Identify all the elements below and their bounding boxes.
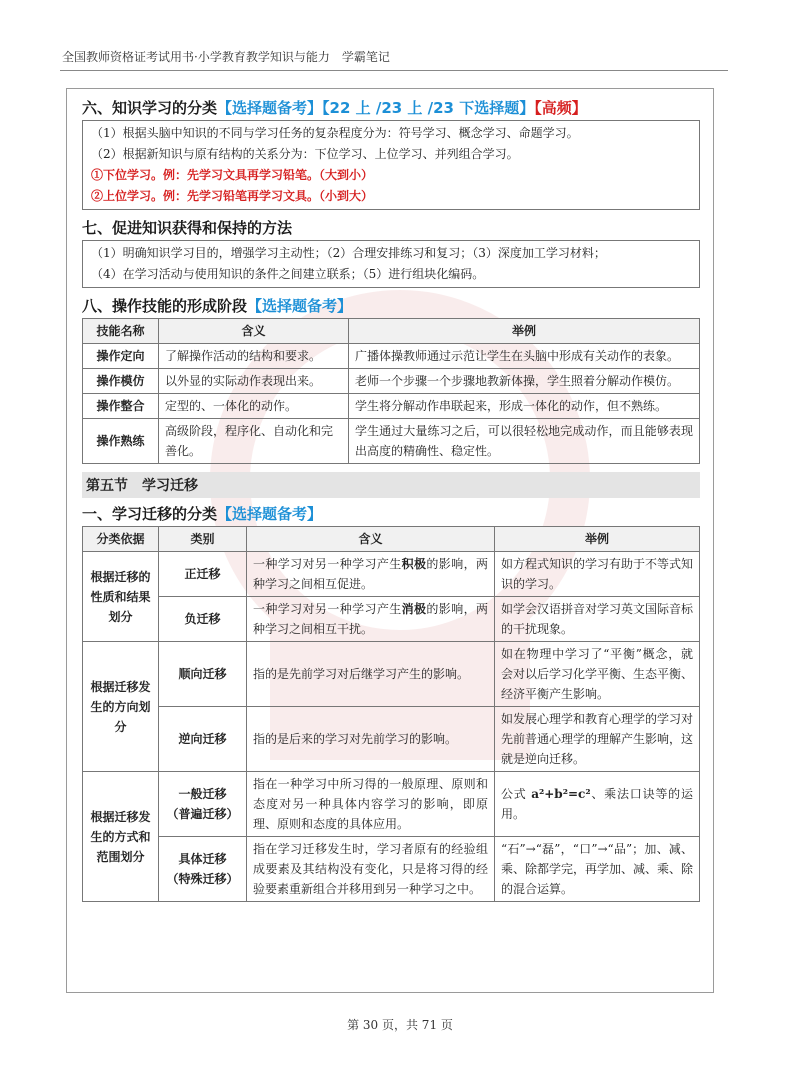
transfer-tag: 【选择题备考】 bbox=[217, 505, 323, 523]
type-label: 一般迁移 bbox=[178, 787, 227, 801]
skill-name: 操作整合 bbox=[83, 394, 159, 419]
skill-name: 操作熟练 bbox=[83, 419, 159, 464]
transfer-title: 一、学习迁移的分类 bbox=[82, 505, 218, 523]
type-label: 具体迁移 bbox=[178, 852, 227, 866]
section-6-line: （1）根据头脑中知识的不同与学习任务的复杂程度分为：符号学习、概念学习、命题学习。 bbox=[91, 126, 579, 140]
example-cell: 如学会汉语拼音对学习英文国际音标的干扰现象。 bbox=[495, 597, 700, 642]
section-8-title: 八、操作技能的形成阶段 bbox=[82, 297, 248, 315]
skill-meaning: 了解操作活动的结构和要求。 bbox=[159, 344, 349, 369]
page-content bbox=[82, 96, 700, 902]
table-row bbox=[83, 837, 700, 902]
table-row bbox=[83, 394, 700, 419]
skill-example: 学生将分解动作串联起来，形成一体化的动作，但不熟练。 bbox=[349, 394, 700, 419]
meaning-cell: 指在一种学习中所习得的一般原理、原则和态度对另一种具体内容学习的影响，即原理、原则和态度的具体应用。 bbox=[247, 772, 495, 837]
section-8-tag: 【选择题备考】 bbox=[247, 297, 353, 315]
table-row bbox=[83, 642, 700, 707]
meaning-emphasis: 消极 bbox=[401, 602, 427, 616]
example-text: 公式 bbox=[501, 787, 532, 801]
section-6-red-line: ②上位学习。例：先学习铅笔再学习文具。（小到大） bbox=[91, 189, 374, 203]
section-7-line: （4）在学习活动与使用知识的条件之间建立联系；（5）进行组块化编码。 bbox=[91, 267, 485, 281]
basis-cell: 根据迁移发生的方向划分 bbox=[83, 642, 159, 772]
section-6-tag-exam: 【选择题备考】 bbox=[217, 99, 323, 117]
column-header: 分类依据 bbox=[83, 527, 159, 552]
skill-meaning: 定型的、一体化的动作。 bbox=[159, 394, 349, 419]
transfer-heading bbox=[82, 502, 700, 526]
basis-cell: 根据迁移的性质和结果划分 bbox=[83, 552, 159, 642]
section-6-red-line: ①下位学习。例：先学习文具再学习铅笔。（大到小） bbox=[91, 168, 374, 182]
skill-example: 广播体操教师通过示范让学生在头脑中形成有关动作的表象。 bbox=[349, 344, 700, 369]
section-6-title: 六、知识学习的分类 bbox=[82, 99, 218, 117]
page-footer: 第 30 页，共 71 页 bbox=[347, 1018, 453, 1032]
meaning-cell: 指的是先前学习对后继学习产生的影响。 bbox=[247, 642, 495, 707]
skill-meaning: 以外显的实际动作表现出来。 bbox=[159, 369, 349, 394]
section-7-line: （1）明确知识学习目的，增强学习主动性；（2）合理安排练习和复习；（3）深度加工学习材料； bbox=[91, 246, 606, 260]
transfer-table bbox=[82, 526, 700, 902]
table-row bbox=[83, 369, 700, 394]
type-alias: （特殊迁移） bbox=[166, 872, 239, 886]
column-header: 含义 bbox=[159, 319, 349, 344]
example-cell bbox=[495, 772, 700, 837]
meaning-text: 的影响，两种学习之间相互干扰。 bbox=[253, 602, 488, 636]
table-row bbox=[83, 707, 700, 772]
skills-table-header bbox=[83, 319, 700, 344]
skills-table bbox=[82, 318, 700, 464]
table-row bbox=[83, 344, 700, 369]
example-cell: 如发展心理学和教育心理学的学习对先前普通心理学的理解产生影响，这就是逆向迁移。 bbox=[495, 707, 700, 772]
skill-example: 老师一个步骤一个步骤地教新体操，学生照着分解动作模仿。 bbox=[349, 369, 700, 394]
table-row bbox=[83, 419, 700, 464]
meaning-text: 一种学习对另一种学习产生 bbox=[253, 602, 402, 616]
chapter-section-title: 第五节 学习迁移 bbox=[82, 472, 700, 498]
column-header: 举例 bbox=[349, 319, 700, 344]
meaning-emphasis: 积极 bbox=[401, 557, 427, 571]
example-cell: “石”→“磊”，“口”→“品”；加、减、乘、除都学完，再学加、减、乘、除的混合运算。 bbox=[495, 837, 700, 902]
type-alias: （普遍迁移） bbox=[166, 807, 239, 821]
type-cell: 负迁移 bbox=[159, 597, 247, 642]
meaning-text: 一种学习对另一种学习产生 bbox=[253, 557, 402, 571]
type-cell: 正迁移 bbox=[159, 552, 247, 597]
section-6-heading bbox=[82, 96, 700, 120]
column-header: 技能名称 bbox=[83, 319, 159, 344]
type-cell bbox=[159, 837, 247, 902]
transfer-table-header bbox=[83, 527, 700, 552]
skill-meaning: 高级阶段，程序化、自动化和完善化。 bbox=[159, 419, 349, 464]
section-7-title: 七、促进知识获得和保持的方法 bbox=[82, 219, 293, 237]
table-row bbox=[83, 597, 700, 642]
example-cell: 如在物理中学习了“平衡”概念，就会对以后学习化学平衡、生态平衡、经济平衡产生影响。 bbox=[495, 642, 700, 707]
skill-name: 操作定向 bbox=[83, 344, 159, 369]
meaning-cell: 指的是后来的学习对先前学习的影响。 bbox=[247, 707, 495, 772]
formula: a²+b²=c² bbox=[531, 787, 591, 801]
meaning-cell bbox=[247, 597, 495, 642]
basis-cell: 根据迁移发生的方式和范围划分 bbox=[83, 772, 159, 902]
type-cell bbox=[159, 772, 247, 837]
column-header: 类别 bbox=[159, 527, 247, 552]
section-6-tag-years: 【22 上 /23 上 /23 下选择题】 bbox=[322, 99, 535, 117]
meaning-cell bbox=[247, 552, 495, 597]
example-text: 、乘法口诀等的运用。 bbox=[501, 787, 693, 821]
meaning-cell: 指在学习迁移发生时，学习者原有的经验组成要素及其结构没有变化，只是将习得的经验要素重新组合并移用到另一种学习之中。 bbox=[247, 837, 495, 902]
column-header: 举例 bbox=[495, 527, 700, 552]
skill-example: 学生通过大量练习之后，可以很轻松地完成动作，而且能够表现出高度的精确性、稳定性。 bbox=[349, 419, 700, 464]
table-row bbox=[83, 552, 700, 597]
column-header: 含义 bbox=[247, 527, 495, 552]
meaning-text: 的影响，两种学习之间相互促进。 bbox=[253, 557, 488, 591]
section-6-tag-frequency: 【高频】 bbox=[534, 99, 587, 117]
skill-name: 操作模仿 bbox=[83, 369, 159, 394]
header-rule bbox=[60, 70, 728, 71]
example-cell: 如方程式知识的学习有助于不等式知识的学习。 bbox=[495, 552, 700, 597]
section-7-box bbox=[82, 240, 700, 288]
section-6-box bbox=[82, 120, 700, 210]
running-header: 全国教师资格证考试用书·小学教育教学知识与能力 学霸笔记 bbox=[62, 50, 390, 64]
table-row bbox=[83, 772, 700, 837]
section-6-line: （2）根据新知识与原有结构的关系分为：下位学习、上位学习、并列组合学习。 bbox=[91, 147, 519, 161]
section-8-heading bbox=[82, 294, 700, 318]
type-cell: 逆向迁移 bbox=[159, 707, 247, 772]
type-cell: 顺向迁移 bbox=[159, 642, 247, 707]
